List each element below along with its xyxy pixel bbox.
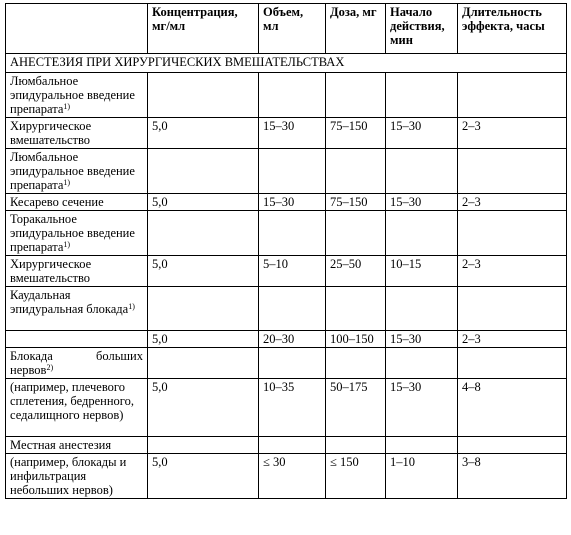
cell-concentration: 5,0 [148,379,259,437]
cell-dose: 75–150 [326,194,386,211]
table-row [6,437,567,454]
row-label-word: Блокада [10,349,53,363]
cell-onset: 1–10 [386,454,458,499]
footnote-marker: 1) [128,302,135,311]
row-label: Кесарево сечение [6,194,148,211]
cell-duration: 2–3 [458,331,567,348]
cell-volume: 10–35 [259,379,326,437]
cell-concentration [148,287,259,331]
row-label-group [6,149,148,194]
footnote-marker: 1) [63,240,71,249]
row-label: (например, блокады и инфильтрация небольших нервов) [6,454,148,499]
cell-duration [458,211,567,256]
table-row [6,73,567,118]
cell-duration [458,287,567,331]
cell-onset [386,73,458,118]
table-row [6,331,567,348]
row-label-text: Торакальное эпидуральное введение препарата [10,212,135,254]
cell-dose [326,211,386,256]
dosage-table [5,3,567,499]
row-label: Хирургическое вмешательство [6,256,148,287]
section-row [6,54,567,73]
cell-duration: 2–3 [458,118,567,149]
footnote-marker: 2) [46,363,54,372]
cell-onset [386,348,458,379]
row-label: Местная анестезия [6,437,148,454]
table-row [6,454,567,499]
cell-volume: 20–30 [259,331,326,348]
cell-onset [386,437,458,454]
cell-dose [326,73,386,118]
cell-duration: 2–3 [458,256,567,287]
table-row [6,149,567,194]
row-label [6,331,148,348]
cell-dose [326,149,386,194]
row-label-group [6,287,148,331]
table-row [6,118,567,149]
cell-concentration: 5,0 [148,194,259,211]
cell-onset: 15–30 [386,118,458,149]
cell-concentration: 5,0 [148,331,259,348]
cell-concentration: 5,0 [148,118,259,149]
row-label: (например, плечевого сплетения, бедренного, седалищного нервов) [6,379,148,437]
header-volume: Объем, мл [259,4,326,54]
table-row [6,256,567,287]
cell-duration [458,348,567,379]
row-label-text: Каудальная эпидуральная блокада [10,288,129,316]
row-label-group [6,73,148,118]
cell-volume [259,437,326,454]
cell-onset [386,149,458,194]
cell-onset: 10–15 [386,256,458,287]
cell-dose: 50–175 [326,379,386,437]
row-label-text: Люмбальное эпидуральное введение препарата [10,74,135,116]
table-row [6,287,567,331]
table-row [6,348,567,379]
footnote-marker: 1) [63,178,71,187]
row-label-group [6,211,148,256]
cell-onset [386,287,458,331]
row-label-word: нервов [10,363,47,377]
row-label-group [6,348,148,379]
row-label: Хирургическое вмешательство [6,118,148,149]
row-label-spread [10,349,143,363]
section-title: АНЕСТЕЗИЯ ПРИ ХИРУРГИЧЕСКИХ ВМЕШАТЕЛЬСТВАХ [6,54,567,73]
cell-duration [458,437,567,454]
cell-concentration [148,211,259,256]
cell-volume [259,348,326,379]
cell-volume [259,211,326,256]
cell-duration: 3–8 [458,454,567,499]
cell-onset [386,211,458,256]
cell-volume: 15–30 [259,194,326,211]
cell-onset: 15–30 [386,379,458,437]
cell-dose: 100–150 [326,331,386,348]
cell-dose: 75–150 [326,118,386,149]
cell-duration: 4–8 [458,379,567,437]
cell-dose [326,437,386,454]
cell-dose [326,348,386,379]
header-concentration: Концентрация, мг/мл [148,4,259,54]
footnote-marker: 1) [63,102,71,111]
cell-concentration [148,437,259,454]
cell-volume [259,73,326,118]
cell-duration: 2–3 [458,194,567,211]
cell-volume: ≤ 30 [259,454,326,499]
row-label-word: больших [96,349,143,363]
header-row [6,4,567,54]
header-dose: Доза, мг [326,4,386,54]
cell-dose: ≤ 150 [326,454,386,499]
cell-concentration: 5,0 [148,256,259,287]
cell-volume: 15–30 [259,118,326,149]
cell-dose: 25–50 [326,256,386,287]
header-duration: Длительность эффекта, часы [458,4,567,54]
cell-concentration [148,149,259,194]
row-label-text: Люмбальное эпидуральное введение препарата [10,150,135,192]
cell-onset: 15–30 [386,331,458,348]
table-row [6,194,567,211]
cell-volume: 5–10 [259,256,326,287]
table-row [6,211,567,256]
cell-onset: 15–30 [386,194,458,211]
cell-concentration [148,73,259,118]
table-row [6,379,567,437]
cell-concentration: 5,0 [148,454,259,499]
cell-duration [458,149,567,194]
header-cell-empty [6,4,148,54]
cell-concentration [148,348,259,379]
cell-volume [259,149,326,194]
cell-duration [458,73,567,118]
cell-dose [326,287,386,331]
cell-volume [259,287,326,331]
header-onset: Начало действия, мин [386,4,458,54]
